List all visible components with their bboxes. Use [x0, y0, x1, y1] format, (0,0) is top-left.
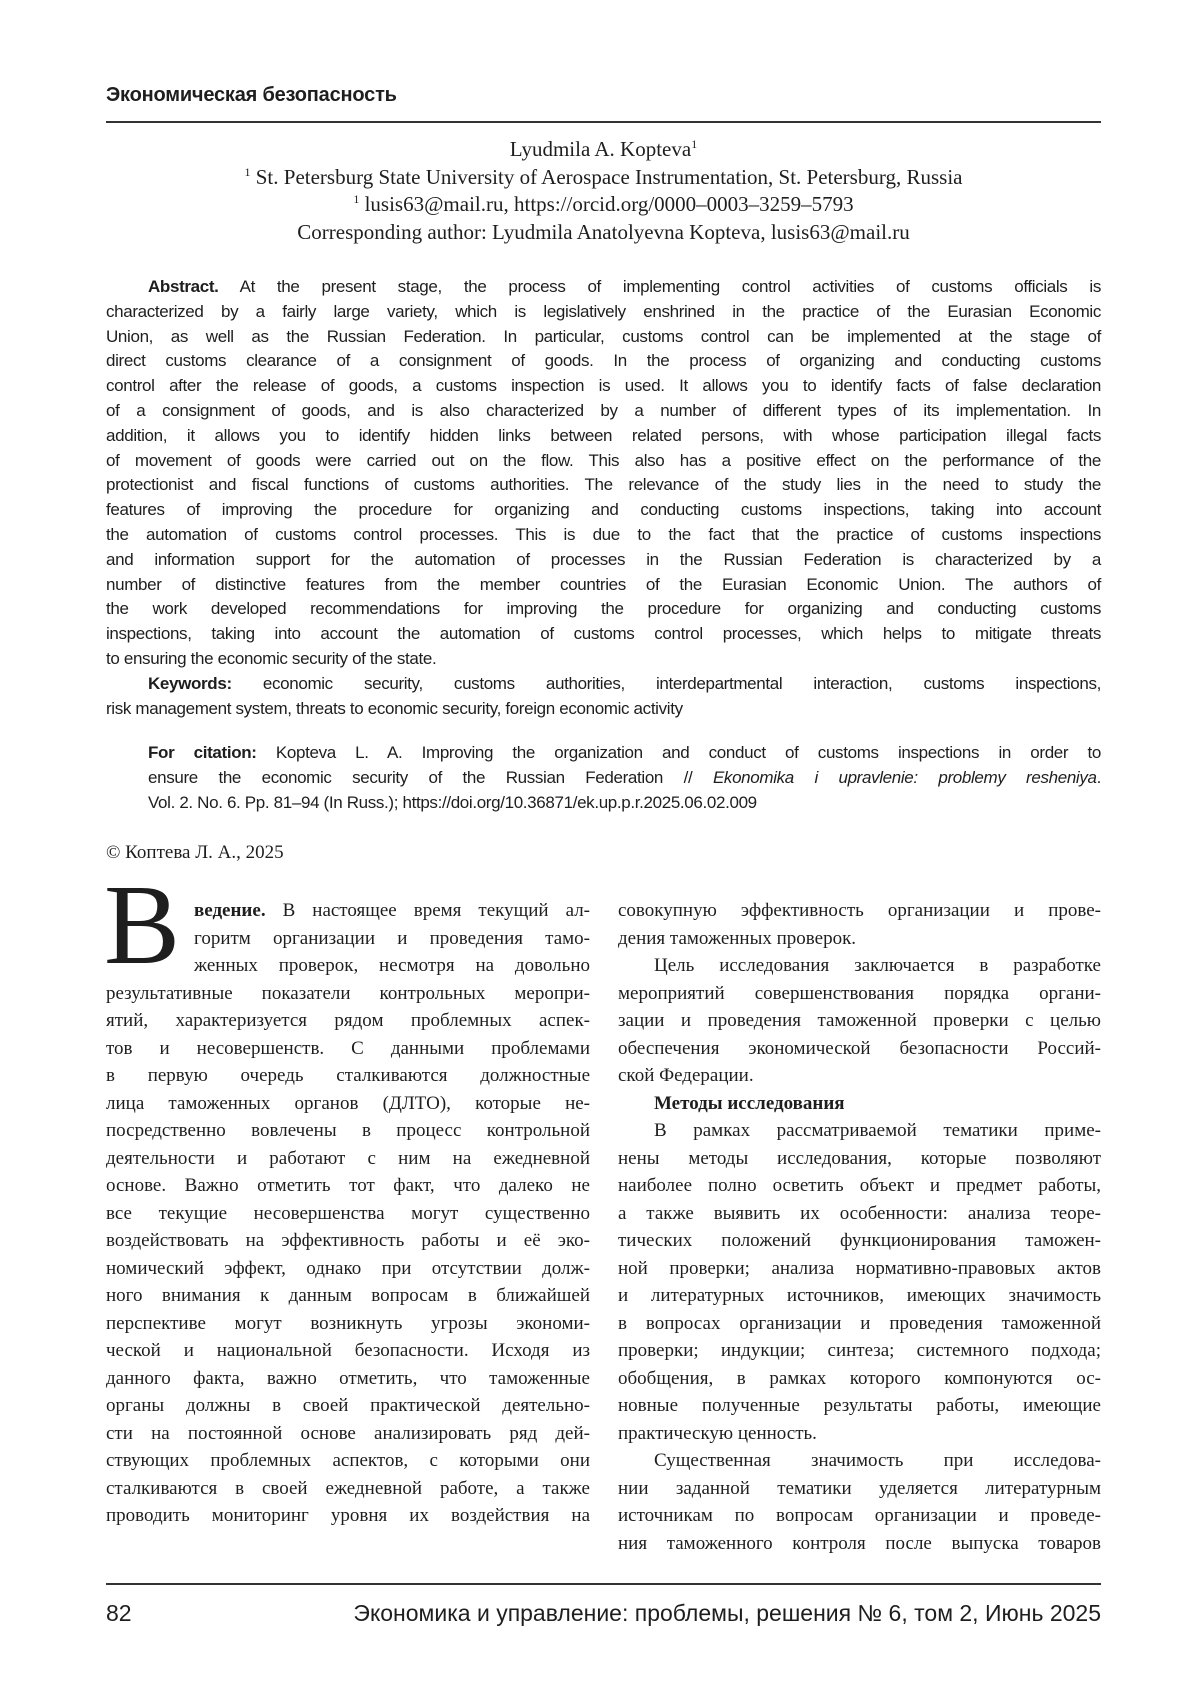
body-line: органы должны в своей практической деятельно-	[106, 1392, 590, 1420]
abstract-line: addition, it allows you to identify hidden links between related persons, with whose participation illegal facts	[106, 424, 1101, 449]
body-line: обеспечения экономической безопасности Россий-	[618, 1035, 1101, 1063]
body-line: проводить мониторинг уровня их воздействия на	[106, 1502, 590, 1530]
body-line: номический эффект, однако при отсутствии долж-	[106, 1255, 590, 1283]
keywords-line: risk management system, threats to economic security, foreign economic activity	[106, 697, 1101, 722]
body-line: дения таможенных проверок.	[618, 925, 1101, 953]
author-affiliation: 1 St. Petersburg State University of Aerospace Instrumentation, St. Petersburg, Russia	[106, 164, 1101, 192]
body-line: Существенная значимость при исследова-	[618, 1447, 1101, 1475]
abstract-line: Union, as well as the Russian Federation. In particular, customs control can be implemented at the stage of	[106, 325, 1101, 350]
body-line: тов и несовершенств. С данными проблемами	[106, 1035, 590, 1063]
abstract-line: the automation of customs control processes. This is due to the fact that the practice of customs inspections	[106, 523, 1101, 548]
body-line: источникам по вопросам организации и проведе-	[618, 1502, 1101, 1530]
body-line: обобщения, в рамках которого компонуются ос-	[618, 1365, 1101, 1393]
keywords-label: Keywords:	[148, 674, 232, 693]
body-line: горитм организации и проведения тамо-	[106, 925, 590, 953]
drop-cap: В	[104, 868, 180, 982]
body-line: женных проверок, несмотря на довольно	[106, 952, 590, 980]
citation-line: For citation: Kopteva L. A. Improving the organization and conduct of customs inspections in order to	[148, 741, 1101, 766]
body-line: сти на постоянной основе анализировать ряд дей-	[106, 1420, 590, 1448]
copyright: © Коптева Л. А., 2025	[106, 842, 284, 864]
abstract-line: of movement of goods were carried out on the flow. This also has a positive effect on the performance of the	[106, 449, 1101, 474]
body-line: новные полученные результаты работы, имеющие	[618, 1392, 1101, 1420]
body-line: перспективе могут возникнуть угрозы экономи-	[106, 1310, 590, 1338]
body-line: наиболее полно осветить объект и предмет работы,	[618, 1172, 1101, 1200]
abstract-line: inspections, taking into account the automation of customs control processes, which helps to mitigate threats	[106, 622, 1101, 647]
intro-label: ведение.	[194, 900, 266, 921]
abstract-line: of a consignment of goods, and is also characterized by a number of different types of its implementation. In	[106, 399, 1101, 424]
corresponding-author: Corresponding author: Lyudmila Anatolyevna Kopteva, lusis63@mail.ru	[106, 219, 1101, 247]
left-column	[106, 897, 590, 1530]
journal-footer: Экономика и управление: проблемы, решения № 6, том 2, Июнь 2025	[353, 1600, 1101, 1627]
body-line: совокупную эффективность организации и прове-	[618, 897, 1101, 925]
author-contacts: 1 lusis63@mail.ru, https://orcid.org/0000–0003–3259–5793	[106, 191, 1101, 219]
body-line: воздействовать на эффективность работы и её эко-	[106, 1227, 590, 1255]
abstract-line: and information support for the automation of processes in the Russian Federation is characterized by a	[106, 548, 1101, 573]
body-line: проверки; индукции; синтеза; системного подхода;	[618, 1337, 1101, 1365]
body-line: зации и проведения таможенной проверки с целью	[618, 1007, 1101, 1035]
footer-divider	[106, 1583, 1101, 1585]
body-line: ствующих проблемных аспектов, с которыми они	[106, 1447, 590, 1475]
body-line: мероприятий совершенствования порядка органи-	[618, 980, 1101, 1008]
abstract-line: to ensuring the economic security of the state.	[106, 647, 1101, 672]
body-line: ной проверки; анализа нормативно-правовых актов	[618, 1255, 1101, 1283]
abstract-line: Abstract. At the present stage, the process of implementing control activities of customs officials is	[106, 275, 1101, 300]
citation-label: For citation:	[148, 743, 257, 762]
abstract-label: Abstract.	[148, 277, 219, 296]
body-line: Цель исследования заключается в разработке	[618, 952, 1101, 980]
abstract-line: characterized by a fairly large variety, which is legislatively enshrined in the practice of the Eurasian Economic	[106, 300, 1101, 325]
section-title: Экономическая безопасность	[106, 84, 397, 107]
abstract-line: number of distinctive features from the member countries of the Eurasian Economic Union. The authors of	[106, 573, 1101, 598]
body-line: в первую очередь сталкиваются должностные	[106, 1062, 590, 1090]
body-line: практическую ценность.	[618, 1420, 1101, 1448]
body-line: все текущие несовершенства могут существенно	[106, 1200, 590, 1228]
citation	[148, 741, 1101, 815]
body-line: лица таможенных органов (ДЛТО), которые не-	[106, 1090, 590, 1118]
body-line: и литературных источников, имеющих значимость	[618, 1282, 1101, 1310]
abstract-line: protectionist and fiscal functions of customs authorities. The relevance of the study lies in the need to study the	[106, 473, 1101, 498]
keywords-line: Keywords: economic security, customs authorities, interdepartmental interaction, customs inspections,	[106, 672, 1101, 697]
citation-line: ensure the economic security of the Russian Federation // Ekonomika i upravlenie: problemy resheniya.	[148, 766, 1101, 791]
section-heading-methods: Методы исследования	[618, 1090, 1101, 1118]
right-column	[618, 897, 1101, 1557]
abstract-line: features of improving the procedure for organizing and conducting customs inspections, taking into account	[106, 498, 1101, 523]
body-line: сталкиваются в своей ежедневной работе, а также	[106, 1475, 590, 1503]
body-line: ния таможенного контроля после выпуска товаров	[618, 1530, 1101, 1558]
body-line: ного внимания к данным вопросам в ближайшей	[106, 1282, 590, 1310]
body-line: деятельности и работают с ним на ежедневной	[106, 1145, 590, 1173]
citation-doi-line[interactable]: Vol. 2. No. 6. Pp. 81–94 (In Russ.); https://doi.org/10.36871/ek.up.p.r.2025.06.02.009	[148, 791, 1101, 816]
body-line: результативные показатели контрольных меропри-	[106, 980, 590, 1008]
journal-title: Ekonomika i upravlenie: problemy resheniya	[713, 768, 1097, 787]
body-line: основе. Важно отметить тот факт, что далеко не	[106, 1172, 590, 1200]
body-line: В рамках рассматриваемой тематики приме-	[618, 1117, 1101, 1145]
body-line: а также выявить их особенности: анализа теоре-	[618, 1200, 1101, 1228]
abstract-line: control after the release of goods, a customs inspection is used. It allows you to identify facts of false declaration	[106, 374, 1101, 399]
body-line: ской Федерации.	[618, 1062, 1101, 1090]
body-line: нии заданной тематики уделяется литературным	[618, 1475, 1101, 1503]
body-line: посредственно вовлечены в процесс контрольной	[106, 1117, 590, 1145]
body-line: нены методы исследования, которые позволяют	[618, 1145, 1101, 1173]
abstract-line: direct customs clearance of a consignment of goods. In the process of organizing and conducting customs	[106, 349, 1101, 374]
body-line: ведение. В настоящее время текущий ал-	[106, 897, 590, 925]
author-name: Lyudmila A. Kopteva1	[106, 136, 1101, 164]
page-number: 82	[106, 1600, 132, 1627]
body-line: ческой и национальной безопасности. Исходя из	[106, 1337, 590, 1365]
body-line: тических положений функционирования таможен-	[618, 1227, 1101, 1255]
body-line: данного факта, важно отметить, что таможенные	[106, 1365, 590, 1393]
abstract-line: the work developed recommendations for improving the procedure for organizing and conducting customs	[106, 597, 1101, 622]
author-block	[106, 136, 1101, 246]
header-divider	[106, 121, 1101, 123]
abstract	[106, 275, 1101, 721]
body-line: в вопросах организации и проведения таможенной	[618, 1310, 1101, 1338]
body-line: ятий, характеризуется рядом проблемных аспек-	[106, 1007, 590, 1035]
